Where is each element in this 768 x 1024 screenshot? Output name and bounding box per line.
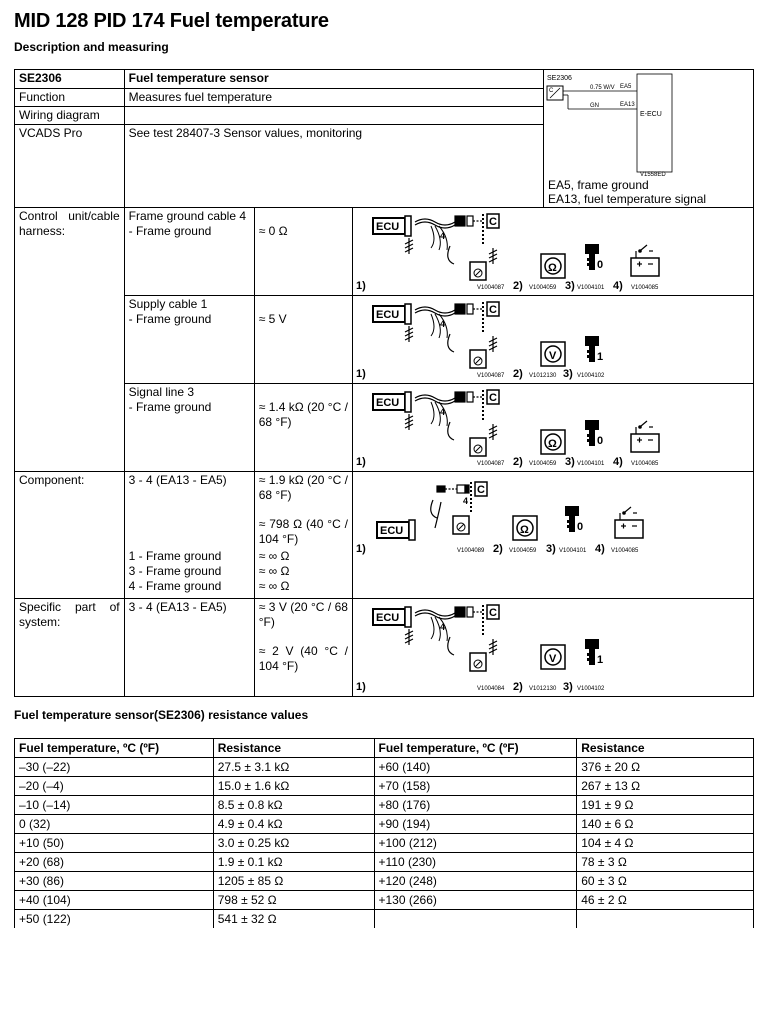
table-cell: 8.5 ± 0.8 kΩ xyxy=(213,796,374,815)
measurement-pictogram xyxy=(353,384,753,471)
svg-text:ECU: ECU xyxy=(375,397,400,409)
table-cell: +20 (68) xyxy=(15,853,214,872)
svg-text:1: 1 xyxy=(596,654,604,666)
table-row xyxy=(15,758,754,777)
specific-section-label: Specific part of system: xyxy=(15,599,125,697)
svg-text:V1012130: V1012130 xyxy=(528,686,557,692)
svg-text:V1004084: V1004084 xyxy=(476,686,505,692)
table-cell: 798 ± 52 Ω xyxy=(213,891,374,910)
wiring-diagram-cell xyxy=(543,70,753,208)
control-row2-value: ≈ 5 V xyxy=(254,296,352,384)
component-section-label: Component: xyxy=(15,472,125,599)
svg-text:V1004102: V1004102 xyxy=(576,686,605,692)
svg-text:V: V xyxy=(548,350,557,362)
svg-text:C: C xyxy=(488,304,497,316)
table-row xyxy=(15,777,754,796)
table-cell: 0 (32) xyxy=(15,815,214,834)
table-cell: 1.9 ± 0.1 kΩ xyxy=(213,853,374,872)
table-cell: 104 ± 4 Ω xyxy=(577,834,754,853)
table-cell: 376 ± 20 Ω xyxy=(577,758,754,777)
table-cell: +100 (212) xyxy=(374,834,577,853)
component-code: SE2306 xyxy=(15,70,125,89)
svg-text:V1004102: V1004102 xyxy=(576,373,605,379)
connector-c-icon xyxy=(471,482,487,512)
specific-pictogram xyxy=(352,599,753,697)
svg-text:3): 3) xyxy=(564,456,575,468)
measurement-pictogram xyxy=(353,296,753,383)
voltmeter-icon xyxy=(541,342,565,366)
ignition-key-icon xyxy=(585,639,603,666)
svg-text:2): 2) xyxy=(512,280,523,292)
table-cell xyxy=(577,910,754,929)
ohm-icon xyxy=(541,430,565,454)
svg-text:V1004085: V1004085 xyxy=(610,548,639,554)
svg-text:4): 4) xyxy=(612,456,623,468)
ground-symbol-icon xyxy=(489,639,497,655)
svg-text:V1004087: V1004087 xyxy=(476,285,505,291)
ignition-key-icon xyxy=(585,244,603,271)
connector-c-icon xyxy=(483,605,499,635)
vcads-label: VCADS Pro xyxy=(15,125,125,208)
connector-c-icon xyxy=(483,302,499,332)
ground-symbol-icon xyxy=(405,326,413,342)
diagram-code: SE2306 xyxy=(546,75,572,82)
resistance-title: Fuel temperature sensor(SE2306) resistance values xyxy=(14,708,309,722)
table-cell: +50 (122) xyxy=(15,910,214,929)
ea5-note: EA5, frame ground xyxy=(547,178,649,192)
table-row xyxy=(15,834,754,853)
wiring-label: Wiring diagram xyxy=(15,107,125,125)
svg-text:C: C xyxy=(488,216,497,228)
ground-1-desc: 1 - Frame ground xyxy=(128,549,222,563)
svg-text:3): 3) xyxy=(564,280,575,292)
component-values: ≈ 1.9 kΩ (20 °C / 68 °F) ≈ 798 Ω (40 °C / 104 °F) ≈ ∞ Ω ≈ ∞ Ω ≈ ∞ Ω xyxy=(254,472,352,599)
ground-4-value: ≈ ∞ Ω xyxy=(258,579,290,593)
multimeter-icon xyxy=(448,334,486,368)
wire1-label: 0.75 W/V xyxy=(589,85,615,91)
voltmeter-icon xyxy=(541,645,565,669)
ground-1-value: ≈ ∞ Ω xyxy=(258,549,290,563)
table-cell: +30 (86) xyxy=(15,872,214,891)
component-pictogram xyxy=(352,472,753,599)
ignition-key-icon xyxy=(585,336,603,363)
svg-text:V1012130: V1012130 xyxy=(528,373,557,379)
pin-ea5-label: EA5 xyxy=(619,84,632,90)
cable-harness-icon xyxy=(415,304,483,338)
table-cell: +80 (176) xyxy=(374,796,577,815)
table-row xyxy=(15,796,754,815)
svg-text:V1004087: V1004087 xyxy=(476,373,505,379)
svg-text:4): 4) xyxy=(612,280,623,292)
multimeter-icon xyxy=(448,246,486,280)
ecu-icon xyxy=(373,607,411,627)
table-cell: +130 (266) xyxy=(374,891,577,910)
table-cell: –20 (–4) xyxy=(15,777,214,796)
table-cell: 27.5 ± 3.1 kΩ xyxy=(213,758,374,777)
ground-symbol-icon xyxy=(489,248,497,264)
multimeter-icon xyxy=(448,422,486,456)
svg-text:2): 2) xyxy=(512,456,523,468)
svg-text:1: 1 xyxy=(596,351,604,363)
control-row3-pictogram xyxy=(352,384,753,472)
wiring-diagram xyxy=(544,70,753,180)
svg-text:3): 3) xyxy=(545,543,556,555)
svg-text:V1004059: V1004059 xyxy=(508,548,537,554)
table-cell: 15.0 ± 1.6 kΩ xyxy=(213,777,374,796)
svg-text:3): 3) xyxy=(562,368,573,380)
measuring-table xyxy=(14,69,754,697)
svg-text:ECU: ECU xyxy=(375,309,400,321)
svg-text:V1004085: V1004085 xyxy=(630,285,659,291)
table-cell: 1205 ± 85 Ω xyxy=(213,872,374,891)
table-row xyxy=(15,815,754,834)
connector-c-icon xyxy=(483,390,499,420)
svg-text:Ω: Ω xyxy=(547,262,557,274)
svg-text:4: 4 xyxy=(439,622,445,632)
col-header-res-1: Resistance xyxy=(213,739,374,758)
svg-text:0: 0 xyxy=(576,521,584,533)
svg-text:V1004087: V1004087 xyxy=(476,461,505,467)
specific-desc: 3 - 4 (EA13 - EA5) xyxy=(124,599,254,697)
ecu-icon xyxy=(373,304,411,324)
svg-text:V1004101: V1004101 xyxy=(576,285,605,291)
svg-text:4: 4 xyxy=(439,231,445,241)
svg-text:3): 3) xyxy=(562,681,573,693)
cable-harness-icon xyxy=(415,392,483,426)
svg-text:2): 2) xyxy=(512,681,523,693)
ecu-label: E-ECU xyxy=(639,111,662,118)
control-row1-pictogram xyxy=(352,208,753,296)
specific-values: ≈ 3 V (20 °C / 68 °F) ≈ 2 V (40 °C / 104 °F) xyxy=(254,599,352,697)
col-header-res-2: Resistance xyxy=(577,739,754,758)
component-description: Fuel temperature sensor xyxy=(124,70,543,89)
svg-text:V1004101: V1004101 xyxy=(576,461,605,467)
table-cell: +90 (194) xyxy=(374,815,577,834)
battery-switch-icon xyxy=(631,421,659,452)
table-row xyxy=(15,891,754,910)
svg-text:4: 4 xyxy=(462,496,468,506)
page-title: MID 128 PID 174 Fuel temperature xyxy=(14,10,329,32)
control-row3-value: ≈ 1.4 kΩ (20 °C / 68 °F) xyxy=(254,384,352,472)
svg-text:1): 1) xyxy=(355,280,366,292)
control-row1-desc: Frame ground cable 4 - Frame ground xyxy=(124,208,254,296)
svg-text:0: 0 xyxy=(596,259,604,271)
table-cell: 191 ± 9 Ω xyxy=(577,796,754,815)
col-header-temp-1: Fuel temperature, ºC (ºF) xyxy=(15,739,214,758)
ground-symbol-icon xyxy=(405,414,413,430)
control-row2-pictogram xyxy=(352,296,753,384)
svg-text:C: C xyxy=(548,88,554,94)
control-row1-value: ≈ 0 Ω xyxy=(254,208,352,296)
ignition-key-icon xyxy=(585,420,603,447)
svg-text:V: V xyxy=(548,653,557,665)
svg-text:ECU: ECU xyxy=(375,221,400,233)
svg-text:ECU: ECU xyxy=(375,612,400,624)
function-value: Measures fuel temperature xyxy=(124,89,543,107)
table-cell: –10 (–14) xyxy=(15,796,214,815)
table-cell: +40 (104) xyxy=(15,891,214,910)
measurement-pictogram xyxy=(353,208,753,295)
table-cell: 60 ± 3 Ω xyxy=(577,872,754,891)
connector-c-icon xyxy=(483,214,499,244)
table-cell: –30 (–22) xyxy=(15,758,214,777)
svg-text:1): 1) xyxy=(355,456,366,468)
svg-text:4: 4 xyxy=(439,319,445,329)
table-cell: +110 (230) xyxy=(374,853,577,872)
ohm-icon xyxy=(513,516,537,540)
svg-text:C: C xyxy=(476,484,485,496)
table-cell: 140 ± 6 Ω xyxy=(577,815,754,834)
page-subtitle: Description and measuring xyxy=(14,40,169,54)
svg-text:4): 4) xyxy=(594,543,605,555)
table-cell: 4.9 ± 0.4 kΩ xyxy=(213,815,374,834)
svg-text:C: C xyxy=(488,392,497,404)
battery-switch-icon xyxy=(631,245,659,276)
wire2-label: GN xyxy=(589,103,599,109)
svg-text:1): 1) xyxy=(355,368,366,380)
svg-text:2): 2) xyxy=(512,368,523,380)
table-row xyxy=(15,872,754,891)
ea13-note: EA13, fuel temperature signal xyxy=(547,192,707,206)
svg-text:V1004059: V1004059 xyxy=(528,285,557,291)
cable-harness-icon xyxy=(415,607,483,641)
ground-3-value: ≈ ∞ Ω xyxy=(258,564,290,578)
table-cell xyxy=(374,910,577,929)
table-cell: +120 (248) xyxy=(374,872,577,891)
control-row2-desc: Supply cable 1 - Frame ground xyxy=(124,296,254,384)
control-row3-desc: Signal line 3 - Frame ground xyxy=(124,384,254,472)
svg-text:V1004059: V1004059 xyxy=(528,461,557,467)
table-cell: 46 ± 2 Ω xyxy=(577,891,754,910)
ecu-icon xyxy=(377,520,415,540)
svg-text:V1004089: V1004089 xyxy=(456,548,485,554)
measurement-pictogram xyxy=(353,472,753,598)
ground-3-desc: 3 - Frame ground xyxy=(128,564,222,578)
svg-text:0: 0 xyxy=(596,435,604,447)
table-cell: +60 (140) xyxy=(374,758,577,777)
ignition-key-icon xyxy=(565,506,583,533)
svg-text:2): 2) xyxy=(492,543,503,555)
function-label: Function xyxy=(15,89,125,107)
wiring-value xyxy=(124,107,543,125)
svg-text:ECU: ECU xyxy=(379,525,404,537)
pin-ea13-label: EA13 xyxy=(619,102,635,108)
table-cell: 541 ± 32 Ω xyxy=(213,910,374,929)
table-row xyxy=(15,910,754,929)
svg-text:V1004085: V1004085 xyxy=(630,461,659,467)
measurement-pictogram xyxy=(353,599,753,696)
table-cell: 3.0 ± 0.25 kΩ xyxy=(213,834,374,853)
svg-text:C: C xyxy=(488,607,497,619)
ohm-icon xyxy=(541,254,565,278)
ground-symbol-icon xyxy=(489,336,497,352)
svg-text:1): 1) xyxy=(355,681,366,693)
vcads-value: See test 28407-3 Sensor values, monitoring xyxy=(124,125,543,208)
table-cell: 267 ± 13 Ω xyxy=(577,777,754,796)
ground-symbol-icon xyxy=(489,424,497,440)
ecu-icon xyxy=(373,392,411,412)
ground-4-desc: 4 - Frame ground xyxy=(128,579,222,593)
col-header-temp-2: Fuel temperature, ºC (ºF) xyxy=(374,739,577,758)
table-cell: 78 ± 3 Ω xyxy=(577,853,754,872)
diagram-ref: V1558ED xyxy=(639,172,666,178)
svg-text:4: 4 xyxy=(439,407,445,417)
ground-symbol-icon xyxy=(405,629,413,645)
ground-symbol-icon xyxy=(405,238,413,254)
component-desc: 3 - 4 (EA13 - EA5) 1 - Frame ground 3 - Frame ground 4 - Frame ground xyxy=(124,472,254,599)
battery-switch-icon xyxy=(615,507,643,538)
multimeter-icon xyxy=(448,637,486,671)
table-cell: +70 (158) xyxy=(374,777,577,796)
control-section-label: Control unit/cable harness: xyxy=(15,208,125,472)
cable-harness-icon xyxy=(415,216,483,250)
svg-text:V1004101: V1004101 xyxy=(558,548,587,554)
svg-text:1): 1) xyxy=(355,543,366,555)
table-row xyxy=(15,853,754,872)
table-cell: +10 (50) xyxy=(15,834,214,853)
svg-text:Ω: Ω xyxy=(547,438,557,450)
svg-text:Ω: Ω xyxy=(519,524,529,536)
resistance-table xyxy=(14,738,754,928)
ecu-icon xyxy=(373,216,411,236)
